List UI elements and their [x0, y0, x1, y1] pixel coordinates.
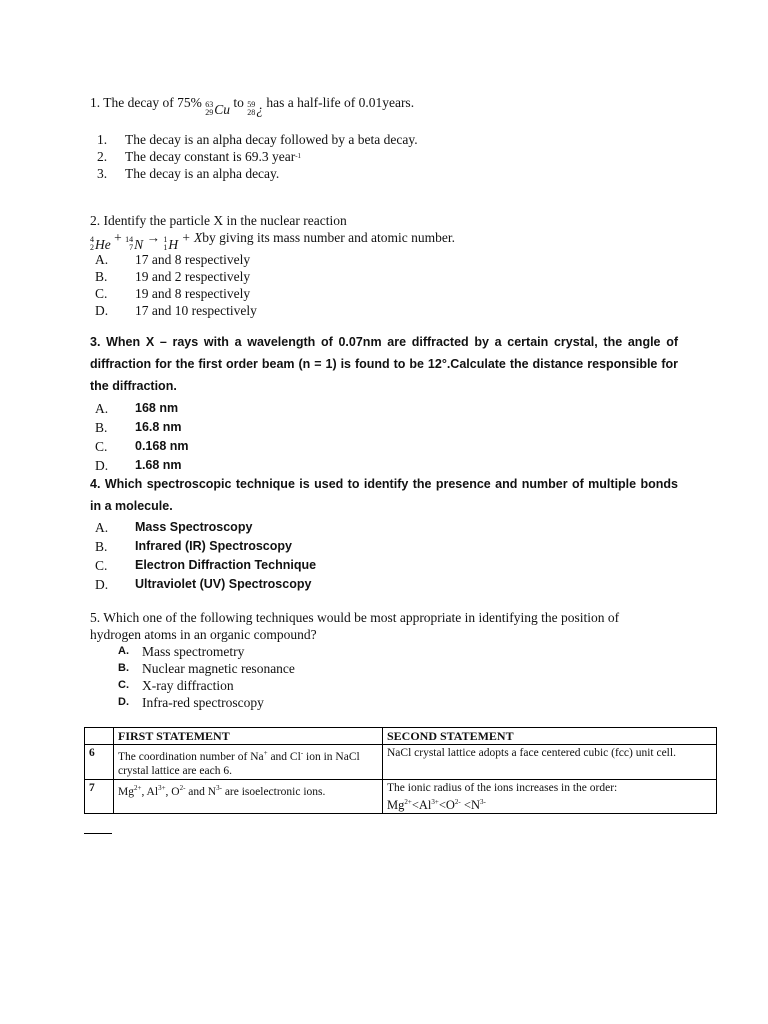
question-3 — [90, 331, 678, 397]
row-number: 6 — [85, 745, 114, 780]
list-item: 3. The decay is an alpha decay. — [97, 166, 280, 181]
question-3-options — [95, 399, 683, 475]
first-statement: $Mg^{2+}$, $Al^{3+}$, $O^{2-}$ and $N^{3-}$ are isoelectronic ions. — [114, 779, 383, 813]
option-d[interactable]: D. 1.68 nm — [95, 458, 182, 473]
table-header-row — [85, 728, 717, 745]
list-item: 1. The decay is an alpha decay followed by a beta decay. — [97, 132, 418, 147]
option-b[interactable]: B. 16.8 nm — [95, 420, 182, 435]
question-5 — [90, 609, 650, 643]
option-a[interactable]: A. Mass spectrometry — [118, 644, 245, 659]
option-c[interactable]: C. X-ray diffraction — [118, 678, 234, 693]
table-header-empty — [85, 728, 114, 745]
question-2-stem: 2. Identify the particle X in the nuclear reaction — [90, 213, 347, 228]
option-d[interactable]: D. 17 and 10 respectively — [95, 303, 257, 318]
first-statement: The coordination number of Na+ and Cl- ion in NaCl crystal lattice are each 6. — [114, 745, 383, 780]
second-statement: The ionic radius of the ions increases in the order: $Mg^{2+}<Al^{3+}<O^{2-} <N^{3-}$ — [383, 779, 717, 813]
table-row — [85, 745, 717, 780]
option-a[interactable]: A. 17 and 8 respectively — [95, 252, 251, 267]
option-d[interactable]: D. Infra-red spectroscopy — [118, 695, 264, 710]
option-b[interactable]: B. 19 and 2 respectively — [95, 269, 251, 284]
question-3-stem: 3. When X – rays with a wavelength of 0.07nm are diffracted by a certain crystal, the angle of diffraction for the first order beam (n = 1) is found to be 12°.Calculate the distance responsible for the diffraction. — [90, 335, 678, 393]
statements-table — [84, 727, 717, 814]
table-header-second: SECOND STATEMENT — [383, 728, 717, 745]
list-item: 2. The decay constant is 69.3 year -1 — [97, 149, 302, 164]
option-d[interactable]: D. Ultraviolet (UV) Spectroscopy — [95, 577, 312, 592]
nuclide-product: 59 28 ¿ — [247, 100, 263, 117]
question-4-stem: 4. Which spectroscopic technique is used to identify the presence and number of multiple bonds in a molecule. — [90, 477, 678, 513]
nuclide-cu: 63 29 Cu — [205, 100, 230, 117]
option-b[interactable]: B. Nuclear magnetic resonance — [118, 661, 295, 676]
question-1-statements — [97, 131, 685, 182]
nuclear-reaction: 4 2 He + 14 7 N → 1 1 H + Xby giving its mass number and atomic number. — [90, 230, 455, 252]
question-2-options — [95, 251, 683, 319]
second-statement: NaCl crystal lattice adopts a face centered cubic (fcc) unit cell. — [383, 745, 717, 780]
question-4 — [90, 473, 678, 517]
question-5-options — [118, 643, 706, 711]
table-row — [85, 779, 717, 813]
table-header-first: FIRST STATEMENT — [114, 728, 383, 745]
option-b[interactable]: B. Infrared (IR) Spectroscopy — [95, 539, 292, 554]
question-2 — [90, 212, 678, 253]
horizontal-rule — [84, 833, 112, 834]
row-number: 7 — [85, 779, 114, 813]
question-5-stem: 5. Which one of the following techniques would be most appropriate in identifying the position of hydrogen atoms in an organic compound? — [90, 610, 620, 642]
question-1 — [90, 94, 678, 118]
option-c[interactable]: C. 0.168 nm — [95, 439, 189, 454]
question-4-options — [95, 518, 683, 594]
option-a[interactable]: A. 168 nm — [95, 401, 179, 416]
option-c[interactable]: C. 19 and 8 respectively — [95, 286, 251, 301]
question-1-stem: 1. The decay of 75% 63 29 Cu to 59 28 ¿ has a half-life of 0.01years. — [90, 95, 415, 117]
option-a[interactable]: A. Mass Spectroscopy — [95, 520, 253, 535]
option-c[interactable]: C. Electron Diffraction Technique — [95, 558, 317, 573]
